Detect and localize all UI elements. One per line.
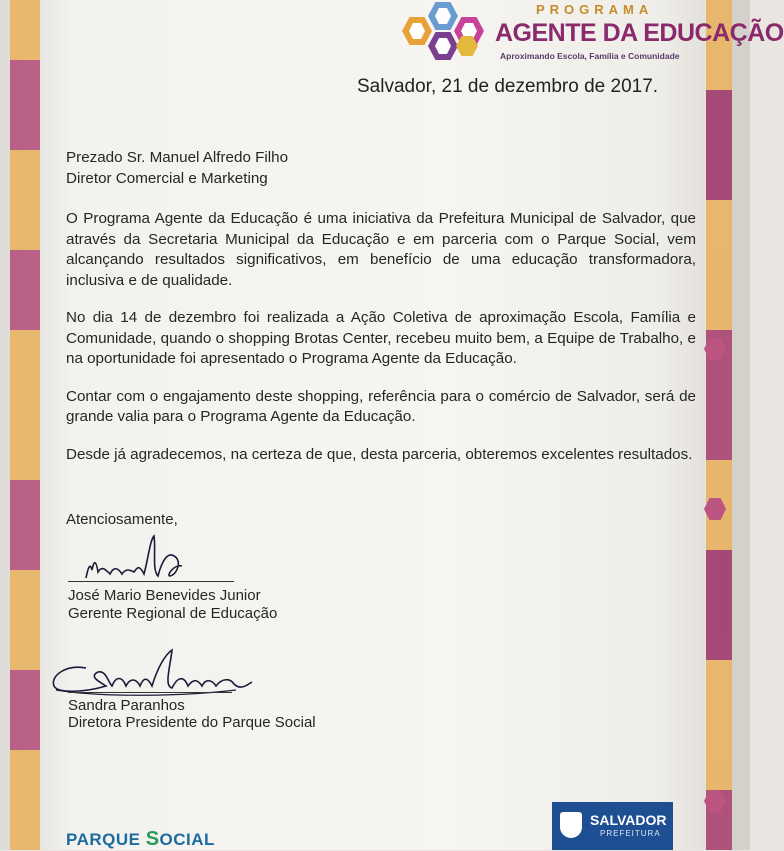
logo-programa: PROGRAMA bbox=[536, 2, 654, 17]
programa-logo bbox=[398, 2, 784, 64]
signer-1-title: Gerente Regional de Educação bbox=[68, 605, 278, 622]
salvador-prefeitura-logo: SALVADOR PREFEITURA bbox=[552, 802, 673, 850]
paragraph: Desde já agradecemos, na certeza de que, desta parceria, obteremos excelentes resultados. bbox=[66, 445, 693, 463]
logo-subtitle: Aproximando Escola, Família e Comunidade bbox=[500, 51, 680, 61]
parque-social-logo: PARQUE SOCIAL bbox=[66, 828, 215, 850]
hexagon-cluster-icon bbox=[398, 2, 490, 64]
signature-line bbox=[68, 692, 232, 693]
signer-2-name: Sandra Paranhos bbox=[68, 697, 185, 714]
decorative-border-left bbox=[10, 0, 40, 850]
page-edge bbox=[732, 0, 750, 850]
logo-title: AGENTE DA EDUCAÇÃO bbox=[495, 19, 784, 47]
signer-2-title: Diretora Presidente do Parque Social bbox=[68, 714, 316, 731]
paragraph: No dia 14 de dezembro foi realizada a Ação Coletiva de aproximação Escola, Família e Comunidade, quando o shopping Brotas Center, recebeu muito bem, a Equipe de Trabalho, e na oportunidade foi apresentado o Programa Agente da Educação. bbox=[66, 309, 696, 367]
addressee-name: Prezado Sr. Manuel Alfredo Filho bbox=[66, 149, 289, 166]
hexagon-icon bbox=[704, 790, 726, 812]
addressee-role: Diretor Comercial e Marketing bbox=[66, 169, 268, 187]
addressee bbox=[66, 148, 696, 189]
signature-1 bbox=[82, 530, 202, 585]
letter-body bbox=[66, 148, 696, 465]
decorative-border-right bbox=[706, 0, 732, 850]
hexagon-icon bbox=[704, 498, 726, 520]
hexagon-icon bbox=[704, 338, 726, 360]
crest-icon bbox=[560, 812, 582, 838]
paragraph: O Programa Agente da Educação é uma iniciativa da Prefeitura Municipal de Salvador, que através da Secretaria Municipal da Educação e em parceria com o Parque Social, vem alcançando resultados significativos, em benefício de uma educação transformadora, inclusiva e de qualidade. bbox=[66, 210, 696, 289]
closing: Atenciosamente, bbox=[66, 511, 178, 528]
signer-1-name: José Mario Benevides Junior bbox=[68, 587, 261, 604]
date-line: Salvador, 21 de dezembro de 2017. bbox=[357, 76, 659, 97]
signature-line bbox=[68, 581, 234, 582]
paragraph: Contar com o engajamento deste shopping, referência para o comércio de Salvador, será de grande valia para o Programa Agente da Educação. bbox=[66, 387, 696, 425]
